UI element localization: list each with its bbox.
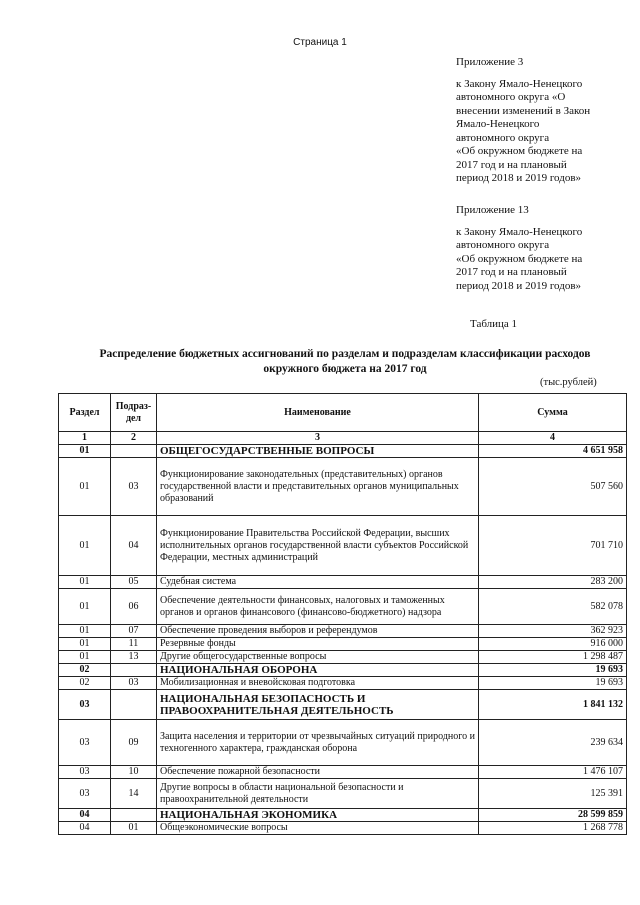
section-code-cell: 01	[59, 458, 111, 516]
amount-cell: 582 078	[479, 589, 627, 625]
appendix-13-line: автономного округа	[456, 239, 550, 251]
subsection-code-cell	[111, 809, 157, 822]
amount-cell: 28 599 859	[479, 809, 627, 822]
name-cell: Судебная система	[157, 576, 479, 589]
name-cell: Обеспечение пожарной безопасности	[157, 766, 479, 779]
table-row	[59, 458, 627, 516]
table-row	[59, 766, 627, 779]
name-cell: ОБЩЕГОСУДАРСТВЕННЫЕ ВОПРОСЫ	[157, 445, 479, 458]
subsection-code-cell: 09	[111, 720, 157, 766]
budget-table	[58, 393, 627, 835]
table-section-row	[59, 664, 627, 677]
subsection-code-cell: 03	[111, 458, 157, 516]
page-header: Страница 1	[293, 37, 347, 48]
amount-cell: 239 634	[479, 720, 627, 766]
appendix-13-block	[456, 204, 626, 293]
subsection-code-cell: 01	[111, 822, 157, 835]
name-cell: НАЦИОНАЛЬНАЯ ЭКОНОМИКА	[157, 809, 479, 822]
name-cell: Другие вопросы в области национальной безопасности и правоохранительной деятельности	[157, 779, 479, 809]
section-code-cell: 02	[59, 664, 111, 677]
table-row	[59, 516, 627, 576]
subsection-code-cell: 10	[111, 766, 157, 779]
section-code-cell: 01	[59, 445, 111, 458]
subsection-code-cell	[111, 664, 157, 677]
column-number: 1	[59, 432, 111, 445]
subsection-code-cell: 14	[111, 779, 157, 809]
subsection-code-cell: 05	[111, 576, 157, 589]
amount-cell: 1 298 487	[479, 651, 627, 664]
table-section-row	[59, 445, 627, 458]
name-cell: Обеспечение деятельности финансовых, налоговых и таможенных органов и органов финансового (финансово-бюджетного) надзора	[157, 589, 479, 625]
appendix-3-block	[456, 56, 626, 186]
subsection-code-cell: 03	[111, 677, 157, 690]
amount-cell: 507 560	[479, 458, 627, 516]
name-cell: Функционирование законодательных (представительных) органов государственной власти и представительных органов муниципальных образований	[157, 458, 479, 516]
amount-cell: 19 693	[479, 664, 627, 677]
table-row	[59, 576, 627, 589]
name-cell: Защита населения и территории от чрезвычайных ситуаций природного и техногенного характера, гражданская оборона	[157, 720, 479, 766]
section-code-cell: 04	[59, 809, 111, 822]
appendix-3-line: к Закону Ямало-Ненецкого	[456, 77, 583, 90]
amount-cell: 1 268 778	[479, 822, 627, 835]
appendix-13-line: к Закону Ямало-Ненецкого	[456, 225, 583, 238]
column-header-amount: Сумма	[479, 394, 627, 432]
table-row	[59, 589, 627, 625]
column-header-section: Раздел	[59, 394, 111, 432]
column-header-name: Наименование	[157, 394, 479, 432]
column-header-subsection: Подраз-дел	[111, 394, 157, 432]
appendix-3-title: Приложение 3	[456, 56, 524, 68]
name-cell: Общеэкономические вопросы	[157, 822, 479, 835]
table-row	[59, 638, 627, 651]
column-number: 2	[111, 432, 157, 445]
section-code-cell: 03	[59, 720, 111, 766]
appendix-3-line: период 2018 и 2019 годов»	[456, 172, 582, 184]
appendix-3-line: Ямало-Ненецкого	[456, 118, 540, 130]
section-code-cell: 01	[59, 651, 111, 664]
document-title-line-2: окружного бюджета на 2017 год	[263, 363, 427, 375]
table-row	[59, 779, 627, 809]
amount-cell: 283 200	[479, 576, 627, 589]
table-row	[59, 625, 627, 638]
name-cell: Обеспечение проведения выборов и референдумов	[157, 625, 479, 638]
subsection-code-cell	[111, 690, 157, 720]
section-code-cell: 04	[59, 822, 111, 835]
appendix-3-line: автономного округа	[456, 131, 550, 144]
appendix-13-line: 2017 год и на плановый	[456, 266, 567, 278]
section-code-cell: 03	[59, 690, 111, 720]
document-title-line-1: Распределение бюджетных ассигнований по разделам и подразделам классификации расходов	[99, 348, 591, 360]
amount-cell: 701 710	[479, 516, 627, 576]
table-row	[59, 822, 627, 835]
name-cell: НАЦИОНАЛЬНАЯ БЕЗОПАСНОСТЬ И ПРАВООХРАНИТЕЛЬНАЯ ДЕЯТЕЛЬНОСТЬ	[157, 690, 479, 720]
table-label: Таблица 1	[470, 318, 518, 330]
amount-cell: 1 476 107	[479, 766, 627, 779]
table-section-row	[59, 809, 627, 822]
table-section-row	[59, 690, 627, 720]
amount-cell: 125 391	[479, 779, 627, 809]
amount-cell: 916 000	[479, 638, 627, 651]
subsection-code-cell: 04	[111, 516, 157, 576]
name-cell: Мобилизационная и вневойсковая подготовка	[157, 677, 479, 690]
appendix-13-line: период 2018 и 2019 годов»	[456, 279, 582, 292]
section-code-cell: 03	[59, 766, 111, 779]
name-cell: Функционирование Правительства Российской Федерации, высших исполнительных органов государственной власти субъектов Российской Федерации, местных администраций	[157, 516, 479, 576]
subsection-code-cell: 13	[111, 651, 157, 664]
name-cell: Резервные фонды	[157, 638, 479, 651]
appendix-3-line: внесении изменений в Закон	[456, 104, 591, 117]
table-row	[59, 677, 627, 690]
amount-cell: 19 693	[479, 677, 627, 690]
name-cell: Другие общегосударственные вопросы	[157, 651, 479, 664]
appendix-13-line: «Об окружном бюджете на	[456, 252, 583, 265]
appendix-13-title: Приложение 13	[456, 204, 529, 216]
column-number: 4	[479, 432, 627, 445]
section-code-cell: 03	[59, 779, 111, 809]
amount-cell: 362 923	[479, 625, 627, 638]
table-row	[59, 651, 627, 664]
table-row	[59, 720, 627, 766]
document-title	[60, 347, 630, 377]
column-number: 3	[157, 432, 479, 445]
amount-cell: 1 841 132	[479, 690, 627, 720]
appendix-3-line: автономного округа «О	[456, 91, 566, 103]
subsection-code-cell: 11	[111, 638, 157, 651]
section-code-cell: 01	[59, 589, 111, 625]
subsection-code-cell: 06	[111, 589, 157, 625]
appendix-3-line: «Об окружном бюджете на	[456, 145, 583, 157]
subsection-code-cell	[111, 445, 157, 458]
name-cell: НАЦИОНАЛЬНАЯ ОБОРОНА	[157, 664, 479, 677]
units-label: (тыс.рублей)	[540, 377, 597, 388]
section-code-cell: 01	[59, 625, 111, 638]
section-code-cell: 01	[59, 516, 111, 576]
amount-cell: 4 651 958	[479, 445, 627, 458]
section-code-cell: 01	[59, 638, 111, 651]
subsection-code-cell: 07	[111, 625, 157, 638]
section-code-cell: 02	[59, 677, 111, 690]
appendix-3-line: 2017 год и на плановый	[456, 158, 567, 171]
section-code-cell: 01	[59, 576, 111, 589]
